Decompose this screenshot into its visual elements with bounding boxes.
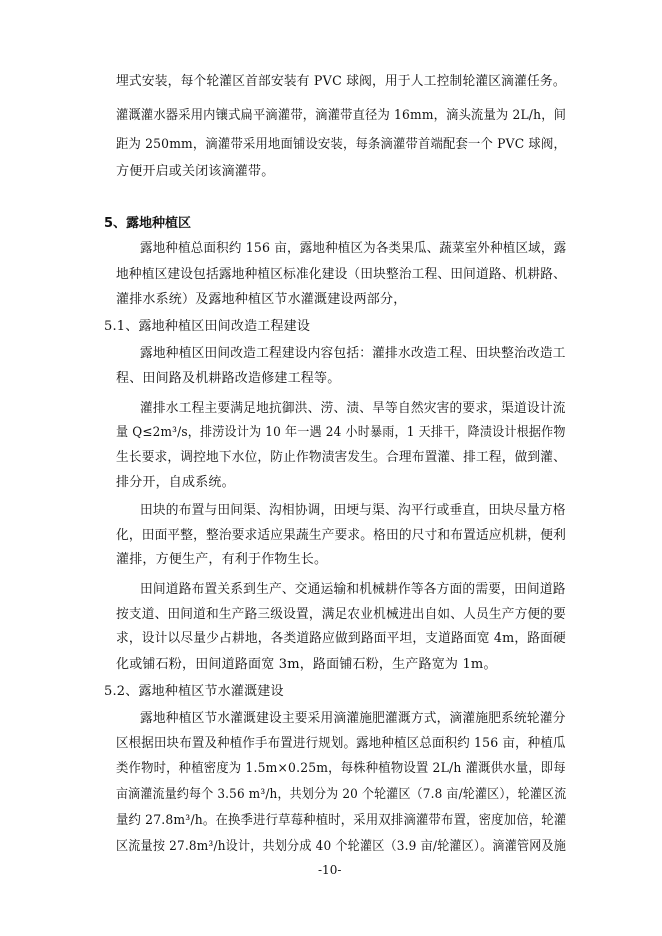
text-line: 程、田间路及机耕路改造修建工程等。	[116, 371, 341, 386]
text-line: 埋式安装，每个轮灌区首部安装有 PVC 球阀，用于人工控制轮灌区滴灌任务。	[116, 74, 566, 89]
page-number: -10-	[318, 863, 342, 877]
text-line: 灌排水工程主要满足地抗御洪、涝、渍、旱等自然灾害的要求，渠道设计流	[140, 401, 566, 416]
text-line: 求，设计以尽量少占耕地，各类道路应做到路面平坦，支道路面宽 4m，路面硬	[116, 631, 566, 646]
text-line: 类作物时，种植密度为 1.5m×0.25m，每株种植物设置 2L/h 灌溉供水量，即每	[116, 761, 566, 776]
text-line: 排分开，自成系统。	[116, 475, 235, 490]
text-line: 露地种植区田间改造工程建设内容包括：灌排水改造工程、田块整治改造工	[140, 346, 566, 361]
subsection-heading: 5.2、露地种植区节水灌溉建设	[104, 684, 284, 699]
text-line: 露地种植区节水灌溉建设主要采用滴灌施肥灌溉方式，滴灌施肥系统轮灌分	[140, 711, 566, 726]
text-line: 田间道路布置关系到生产、交通运输和机械耕作等各方面的需要，田间道路	[140, 582, 566, 597]
text-line: 按支道、田间道和生产路三级设置，满足农业机械进出自如、人员生产方便的要	[116, 607, 567, 622]
text-line: 化，田面平整，整治要求适应果蔬生产要求。格田的尺寸和布置适应机耕，便利	[116, 528, 567, 543]
text-line: 量 Q≤2m³/s，排涝设计为 10 年一遇 24 小时暴雨，1 天排干，降渍设计根据作物	[116, 425, 566, 440]
text-line: 方便开启或关闭该滴灌带。	[116, 164, 275, 179]
text-line: 亩滴灌流量约每个 3.56 m³/h，共划分为 20 个轮灌区（7.8 亩/轮灌区），轮灌区流	[116, 787, 567, 802]
text-line: 量约 27.8m³/h。在换季进行草莓种植时，采用双排滴灌带布置，密度加倍，轮灌	[116, 813, 567, 828]
text-line: 距为 250mm，滴灌带采用地面铺设安装，每条滴灌带首端配套一个 PVC 球阀，	[116, 137, 566, 152]
text-line: 露地种植总面积约 156 亩，露地种植区为各类果瓜、蔬菜室外种植区域，露	[140, 241, 567, 256]
text-line: 区流量按 27.8m³/h设计，共划分成 40 个轮灌区（3.9 亩/轮灌区）。滴灌管网及施	[116, 839, 567, 854]
text-line: 灌排，方便生产，有利于作物生长。	[116, 552, 328, 567]
text-line: 灌溉灌水器采用内镶式扁平滴灌带，滴灌带直径为 16mm，滴头流量为 2L/h，间	[116, 108, 567, 123]
text-line: 化或铺石粉，田间道路面宽 3m，路面铺石粉，生产路宽为 1m。	[116, 657, 497, 672]
subsection-heading: 5.1、露地种植区田间改造工程建设	[104, 319, 311, 334]
text-line: 区根据田块布置及种植作手布置进行规划。露地种植区总面积约 156 亩，种植瓜	[116, 736, 566, 751]
text-line: 田块的布置与田间渠、沟相协调，田埂与渠、沟平行或垂直，田块尽量方格	[140, 503, 566, 518]
text-line: 地种植区建设包括露地种植区标准化建设（田块整治工程、田间道路、机耕路、	[116, 267, 567, 282]
text-line: 灌排水系统）及露地种植区节水灌溉建设两部分，	[116, 292, 407, 307]
section-heading: 5、露地种植区	[104, 216, 192, 231]
text-line: 生长要求，调控地下水位，防止作物渍害发生。合理布置灌、排工程，做到灌、	[116, 450, 567, 465]
